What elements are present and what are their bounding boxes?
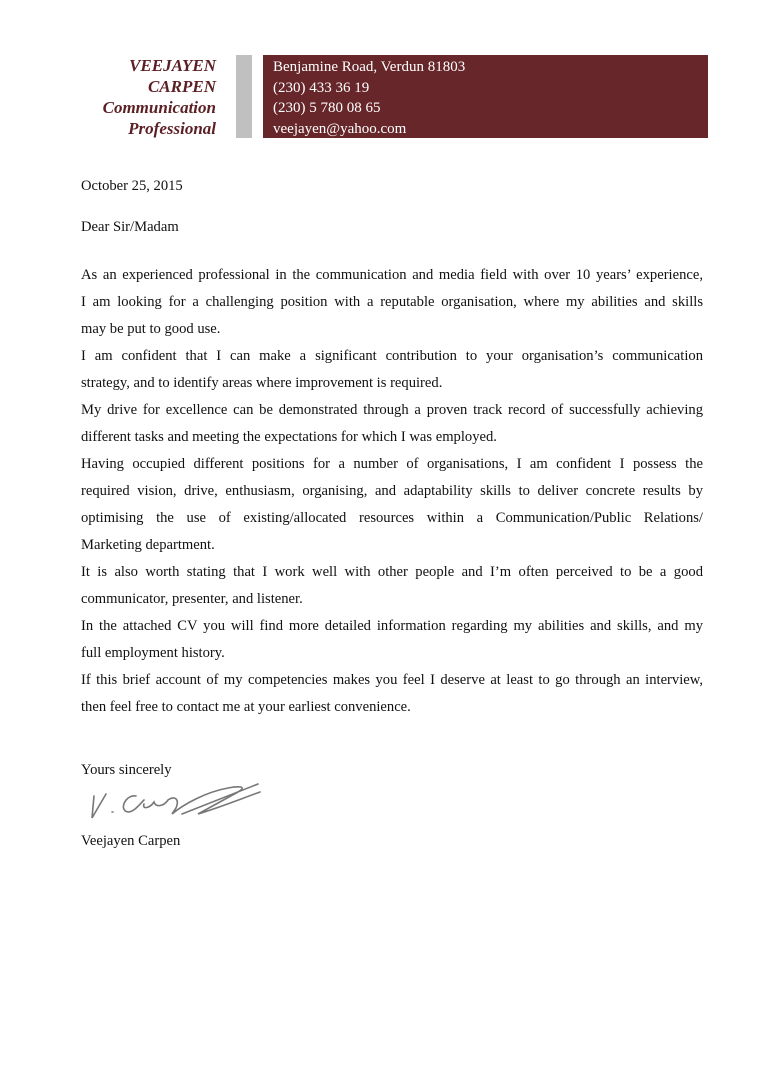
divider-bar xyxy=(236,55,252,138)
contact-box xyxy=(263,55,708,138)
paragraph-line: It is also worth stating that I work well with other people and I’m often perceived to be a good xyxy=(81,564,703,580)
name-line: CARPEN xyxy=(147,77,216,96)
paragraph-line: As an experienced professional in the communication and media field with over 10 years’ experience, xyxy=(81,267,703,283)
paragraph-line: Marketing department. xyxy=(81,537,215,553)
paragraph-line: full employment history. xyxy=(81,645,225,661)
paragraph-line: In the attached CV you will find more detailed information regarding my abilities and skills, and my xyxy=(81,618,703,634)
name-line: VEEJAYEN xyxy=(129,56,216,75)
letter-body xyxy=(81,262,703,721)
address: Benjamine Road, Verdun 81803 xyxy=(273,59,466,75)
paragraph xyxy=(81,613,703,667)
paragraph xyxy=(81,397,703,451)
sender-name-title xyxy=(60,55,216,139)
paragraph xyxy=(81,451,703,559)
paragraph-line: optimising the use of existing/allocated resources within a Communication/Public Relations/ xyxy=(81,510,703,526)
paragraph-line: I am looking for a challenging position with a reputable organisation, where my abilities and skills xyxy=(81,294,703,310)
closing: Yours sincerely xyxy=(81,762,172,778)
paragraph-line: different tasks and meeting the expectations for which I was employed. xyxy=(81,429,497,445)
paragraph-line: If this brief account of my competencies makes you feel I deserve at least to go through an interview, xyxy=(81,672,703,688)
title-line: Communication xyxy=(102,98,216,117)
paragraph-line: required vision, drive, enthusiasm, organising, and adaptability skills to deliver concrete results by xyxy=(81,483,703,499)
paragraph xyxy=(81,343,703,397)
title-line: Professional xyxy=(128,119,216,138)
paragraph xyxy=(81,559,703,613)
signature-image xyxy=(88,778,268,826)
paragraph-line: communicator, presenter, and listener. xyxy=(81,591,303,607)
paragraph-line: I am confident that I can make a significant contribution to your organisation’s communication xyxy=(81,348,703,364)
salutation: Dear Sir/Madam xyxy=(81,219,179,235)
paragraph xyxy=(81,262,703,343)
paragraph-line: may be put to good use. xyxy=(81,321,221,337)
paragraph-line: strategy, and to identify areas where improvement is required. xyxy=(81,375,443,391)
email: veejayen@yahoo.com xyxy=(273,120,407,137)
letter-date: October 25, 2015 xyxy=(81,178,183,194)
paragraph xyxy=(81,667,703,721)
paragraph-line: My drive for excellence can be demonstrated through a proven track record of successfully achieving xyxy=(81,402,703,418)
paragraph-line: Having occupied different positions for a number of organisations, I am confident I possess the xyxy=(81,456,703,472)
phone: (230) 433 36 19 xyxy=(273,79,370,96)
phone: (230) 5 780 08 65 xyxy=(273,100,381,116)
signer-name: Veejayen Carpen xyxy=(81,833,181,849)
paragraph-line: then feel free to contact me at your earliest convenience. xyxy=(81,699,411,715)
